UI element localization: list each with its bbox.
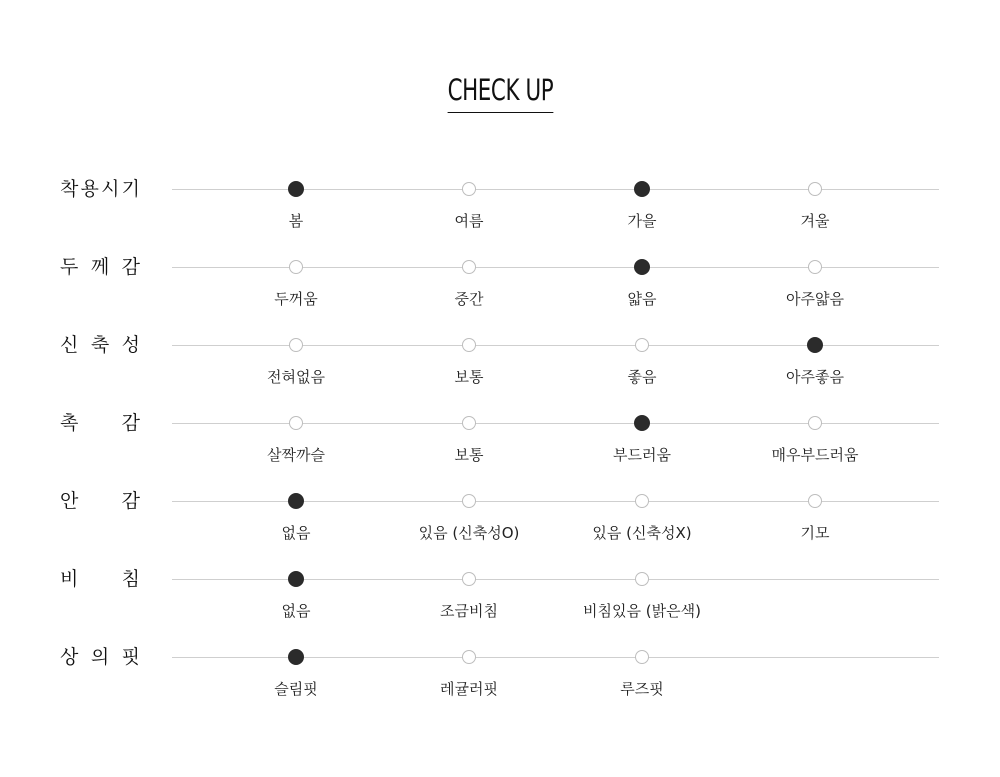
row-track-line [172, 423, 939, 424]
checkup-row [0, 412, 1000, 483]
option-label: 여름 [454, 212, 484, 230]
row-label-char: 감 [121, 256, 140, 278]
unselected-dot-icon [462, 260, 476, 274]
option-label: 보통 [454, 368, 484, 386]
option-label: 루즈핏 [620, 680, 664, 698]
option-label: 없음 [281, 524, 311, 542]
checkup-row [0, 334, 1000, 405]
row-label-char: 기 [121, 178, 140, 200]
selected-dot-icon [288, 181, 304, 197]
unselected-dot-icon [462, 572, 476, 586]
row-track-line [172, 345, 939, 346]
checkup-title-text: CHECK UP [447, 70, 553, 113]
row-label-char: 핏 [121, 646, 140, 668]
option-label: 살짝까슬 [267, 446, 325, 464]
option-label: 중간 [454, 290, 484, 308]
row-label-char: 착 [60, 178, 79, 200]
unselected-dot-icon [635, 572, 649, 586]
unselected-dot-icon [635, 338, 649, 352]
unselected-dot-icon [808, 494, 822, 508]
checkup-row [0, 178, 1000, 249]
row-label-char: 상 [60, 646, 79, 668]
row-label-char: 의 [90, 646, 110, 668]
unselected-dot-icon [808, 260, 822, 274]
option-label: 봄 [288, 212, 304, 230]
unselected-dot-icon [635, 494, 649, 508]
row-label-char: 성 [121, 334, 140, 356]
option-label: 조금비침 [440, 602, 498, 620]
option-label: 두꺼움 [274, 290, 318, 308]
unselected-dot-icon [462, 416, 476, 430]
row-label-char: 안 [60, 490, 79, 512]
row-label-char: 감 [121, 490, 140, 512]
selected-dot-icon [634, 415, 650, 431]
option-label: 아주좋음 [786, 368, 844, 386]
unselected-dot-icon [808, 182, 822, 196]
option-label: 없음 [281, 602, 311, 620]
selected-dot-icon [288, 493, 304, 509]
option-label: 겨울 [800, 212, 830, 230]
option-label: 비침있음 (밝은색) [583, 602, 701, 620]
option-label: 있음 (신축성O) [418, 524, 520, 542]
checkup-row [0, 490, 1000, 561]
option-label: 좋음 [627, 368, 657, 386]
row-label-char: 비 [60, 568, 79, 590]
option-label: 전혀없음 [267, 368, 325, 386]
option-label: 레귤러핏 [440, 680, 498, 698]
option-label: 아주얇음 [786, 290, 844, 308]
option-label: 얇음 [627, 290, 657, 308]
row-label-char: 침 [121, 568, 140, 590]
selected-dot-icon [634, 259, 650, 275]
unselected-dot-icon [289, 260, 303, 274]
option-label: 있음 (신축성X) [592, 524, 692, 542]
row-label [60, 489, 140, 513]
row-label [60, 567, 140, 591]
option-label: 가을 [627, 212, 657, 230]
row-label-char: 촉 [60, 412, 79, 434]
unselected-dot-icon [462, 494, 476, 508]
row-label [60, 255, 140, 279]
row-label-char: 시 [101, 178, 120, 200]
unselected-dot-icon [462, 182, 476, 196]
selected-dot-icon [807, 337, 823, 353]
checkup-row [0, 256, 1000, 327]
unselected-dot-icon [289, 338, 303, 352]
unselected-dot-icon [808, 416, 822, 430]
row-label-char: 신 [60, 334, 79, 356]
option-label: 기모 [800, 524, 830, 542]
row-label-char: 축 [90, 334, 110, 356]
selected-dot-icon [288, 649, 304, 665]
row-track-line [172, 267, 939, 268]
selected-dot-icon [634, 181, 650, 197]
row-label [60, 645, 140, 669]
row-label-char: 께 [90, 256, 110, 278]
checkup-row [0, 646, 1000, 717]
unselected-dot-icon [462, 650, 476, 664]
checkup-row [0, 568, 1000, 639]
selected-dot-icon [288, 571, 304, 587]
row-label-char: 두 [60, 256, 79, 278]
row-label-char: 용 [80, 178, 99, 200]
option-label: 부드러움 [613, 446, 671, 464]
checkup-title [0, 70, 1000, 113]
unselected-dot-icon [462, 338, 476, 352]
unselected-dot-icon [635, 650, 649, 664]
row-label [60, 411, 140, 435]
row-label [60, 333, 140, 357]
option-label: 슬림핏 [274, 680, 318, 698]
row-label-char: 감 [121, 412, 140, 434]
row-label [60, 177, 140, 201]
option-label: 매우부드러움 [771, 446, 859, 464]
unselected-dot-icon [289, 416, 303, 430]
option-label: 보통 [454, 446, 484, 464]
